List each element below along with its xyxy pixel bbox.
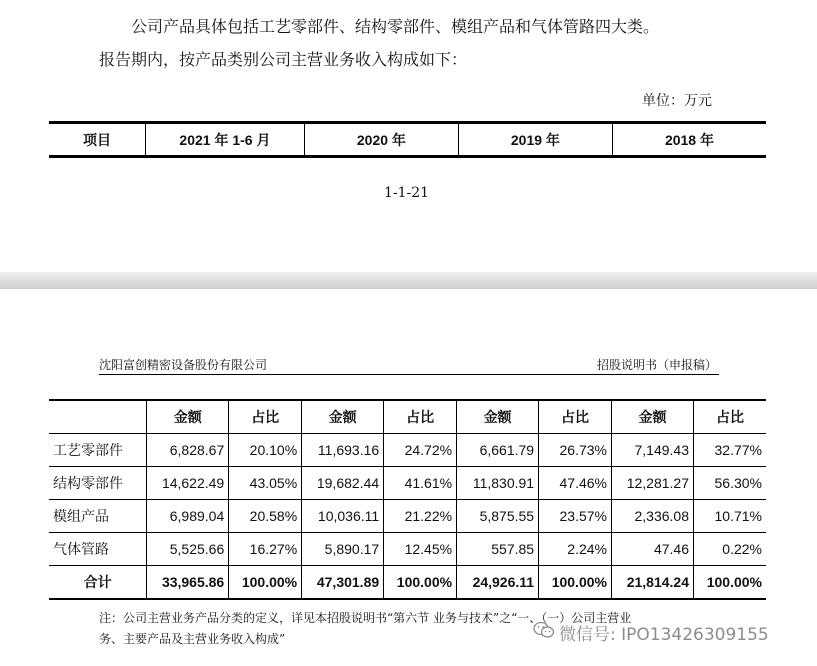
cell-ratio: 2.24% bbox=[539, 533, 612, 566]
cell-amount: 5,890.17 bbox=[302, 533, 384, 566]
cell-ratio: 23.57% bbox=[539, 500, 612, 533]
header-2021h1: 2021 年 1-6 月 bbox=[146, 123, 305, 157]
cell-amount: 2,336.08 bbox=[611, 500, 693, 533]
table-header-row bbox=[49, 400, 766, 434]
cell-amount: 33,965.86 bbox=[147, 566, 229, 600]
cell-ratio: 0.22% bbox=[694, 533, 767, 566]
note-line: 注：公司主营业务产品分类的定义，详见本招股说明书“第六节 业务与技术”之“一、（一）公司主营业 bbox=[99, 611, 632, 625]
cell-amount: 12,281.27 bbox=[611, 467, 693, 500]
cell-ratio: 100.00% bbox=[694, 566, 767, 600]
cell-ratio: 16.27% bbox=[229, 533, 302, 566]
cell-amount: 47,301.89 bbox=[302, 566, 384, 600]
note-line: 务、主要产品及主营业务收入构成” bbox=[99, 632, 286, 646]
cell-amount: 11,830.91 bbox=[457, 467, 539, 500]
header-rule bbox=[99, 374, 719, 375]
cell-ratio: 10.71% bbox=[694, 500, 767, 533]
intro-paragraph: 公司产品具体包括工艺零部件、结构零部件、模组产品和气体管路四大类。 bbox=[131, 17, 660, 36]
header-amount: 金额 bbox=[611, 400, 693, 434]
header-ratio: 占比 bbox=[229, 400, 302, 434]
wechat-icon bbox=[533, 621, 555, 639]
cell-ratio: 21.22% bbox=[384, 500, 457, 533]
header-ratio: 占比 bbox=[539, 400, 612, 434]
header-item: 项目 bbox=[83, 132, 111, 148]
header-2019: 2019 年 bbox=[458, 123, 612, 157]
row-label: 合计 bbox=[49, 566, 147, 600]
total-row bbox=[49, 566, 766, 600]
header-2018: 2018 年 bbox=[612, 123, 766, 157]
cell-ratio: 100.00% bbox=[229, 566, 302, 600]
cell-amount: 5,875.55 bbox=[457, 500, 539, 533]
revenue-table-header bbox=[49, 123, 766, 157]
cell-ratio: 43.05% bbox=[229, 467, 302, 500]
cell-amount: 6,828.67 bbox=[147, 434, 229, 467]
cell-amount: 24,926.11 bbox=[457, 566, 539, 600]
cell-ratio: 12.45% bbox=[384, 533, 457, 566]
cell-amount: 14,622.49 bbox=[147, 467, 229, 500]
cell-amount: 10,036.11 bbox=[302, 500, 384, 533]
cell-ratio: 26.73% bbox=[539, 434, 612, 467]
cell-amount: 47.46 bbox=[611, 533, 693, 566]
header-ratio: 占比 bbox=[694, 400, 767, 434]
page-separator bbox=[0, 272, 817, 289]
cell-ratio: 100.00% bbox=[384, 566, 457, 600]
header-amount: 金额 bbox=[302, 400, 384, 434]
table-row bbox=[49, 467, 766, 500]
row-label: 结构零部件 bbox=[49, 467, 147, 500]
row-label: 气体管路 bbox=[49, 533, 147, 566]
header-2020: 2020 年 bbox=[304, 123, 458, 157]
row-label: 工艺零部件 bbox=[49, 434, 147, 467]
cell-amount: 6,661.79 bbox=[457, 434, 539, 467]
page-number: 1-1-21 bbox=[384, 185, 430, 201]
unit-label: 单位：万元 bbox=[642, 93, 712, 109]
row-label: 模组产品 bbox=[49, 500, 147, 533]
cell-ratio: 20.58% bbox=[229, 500, 302, 533]
header-amount: 金额 bbox=[457, 400, 539, 434]
table-row bbox=[49, 434, 766, 467]
cell-amount: 7,149.43 bbox=[611, 434, 693, 467]
cell-ratio: 24.72% bbox=[384, 434, 457, 467]
table-header-bottom-rule bbox=[49, 155, 766, 158]
cell-amount: 19,682.44 bbox=[302, 467, 384, 500]
table-row bbox=[49, 533, 766, 566]
document-type: 招股说明书（申报稿） bbox=[597, 358, 718, 372]
cell-ratio: 56.30% bbox=[694, 467, 767, 500]
watermark-text: 微信号: IPO13426309155 bbox=[559, 625, 769, 645]
table-intro-line: 报告期内，按产品类别公司主营业务收入构成如下： bbox=[99, 50, 468, 69]
cell-ratio: 20.10% bbox=[229, 434, 302, 467]
cell-ratio: 47.46% bbox=[539, 467, 612, 500]
cell-amount: 6,989.04 bbox=[147, 500, 229, 533]
cell-amount: 5,525.66 bbox=[147, 533, 229, 566]
cell-amount: 557.85 bbox=[457, 533, 539, 566]
table-row bbox=[49, 500, 766, 533]
header-ratio: 占比 bbox=[384, 400, 457, 434]
cell-amount: 11,693.16 bbox=[302, 434, 384, 467]
cell-ratio: 32.77% bbox=[694, 434, 767, 467]
cell-amount: 21,814.24 bbox=[611, 566, 693, 600]
header-amount: 金额 bbox=[147, 400, 229, 434]
cell-ratio: 100.00% bbox=[539, 566, 612, 600]
header-blank bbox=[49, 400, 147, 434]
revenue-table bbox=[49, 399, 766, 600]
company-name: 沈阳富创精密设备股份有限公司 bbox=[99, 358, 268, 372]
cell-ratio: 41.61% bbox=[384, 467, 457, 500]
